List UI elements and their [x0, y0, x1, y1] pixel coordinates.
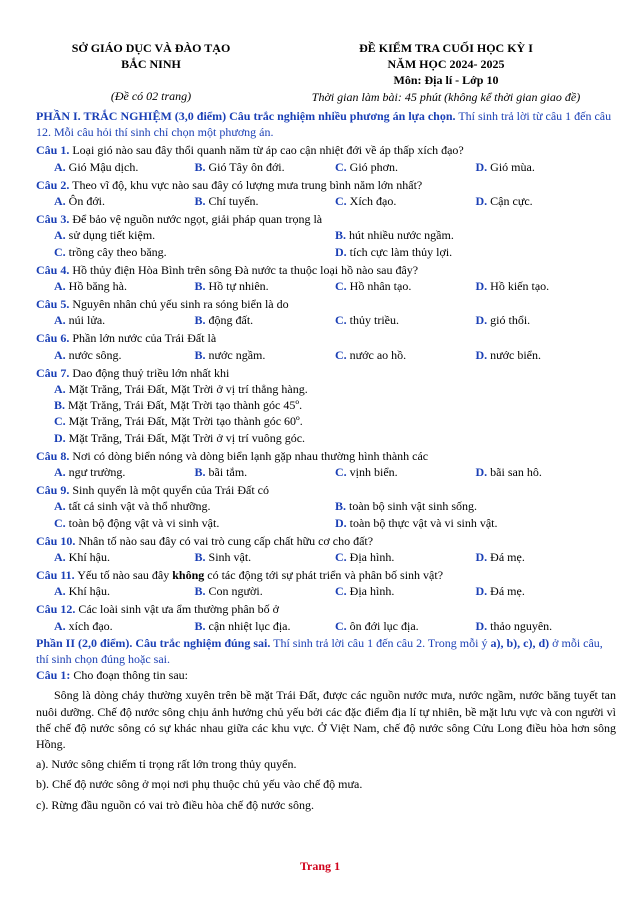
part2-q1-text: Cho đoạn thông tin sau: [70, 668, 189, 683]
option-letter: D. [475, 584, 488, 599]
question [36, 482, 616, 531]
subject: Môn: Địa lí - Lớp 10 [393, 73, 499, 88]
option-text: Hồ băng hà. [65, 278, 127, 293]
statement-b: b). Chế độ nước sông ở mọi nơi phụ thuộc chủ yếu vào chế độ mưa. [36, 777, 363, 792]
answer-option [195, 618, 336, 634]
option-text: thủy triều. [346, 313, 399, 328]
answer-option [54, 397, 302, 413]
option-row [36, 227, 616, 243]
question-number: Câu 9. [36, 483, 70, 498]
option-row [36, 515, 616, 531]
answer-option [195, 464, 336, 480]
question-number: Câu 6. [36, 331, 70, 346]
question-number: Câu 1. [36, 143, 70, 158]
statement-c: c). Rừng đầu nguồn có vai trò điều hòa chế độ nước sông. [36, 797, 314, 812]
option-letter: C. [54, 244, 66, 259]
question-stem [36, 177, 616, 193]
option-text: Mặt Trăng, Trái Đất, Mặt Trời tạo thành góc 45º. [65, 398, 303, 413]
option-text: Mặt Trăng, Trái Đất, Mặt Trời ở vị trí thẳng hàng. [65, 382, 308, 396]
option-text: toàn bộ thực vật và vi sinh vật. [346, 515, 498, 530]
question-number: Câu 11. [36, 568, 75, 583]
option-letter: D. [475, 193, 488, 208]
option-text: sử dụng tiết kiệm. [65, 228, 156, 243]
answer-option [54, 515, 335, 531]
option-letter: A. [54, 499, 66, 514]
option-letter: D. [335, 515, 347, 530]
question-number: Câu 12. [36, 602, 76, 617]
option-letter: B. [194, 464, 206, 479]
option-text: nước biển. [487, 347, 542, 362]
answer-option [335, 278, 476, 294]
option-letter: C. [335, 464, 347, 479]
option-text: núi lửa. [65, 313, 106, 328]
page-footer [0, 858, 640, 874]
option-text: thảo nguyên. [487, 618, 553, 633]
answer-option [335, 583, 476, 599]
option-letter: A. [54, 464, 66, 479]
header-left [36, 40, 266, 105]
answer-option [54, 278, 195, 294]
answer-option [476, 347, 617, 363]
option-text: Chí tuyến. [205, 193, 259, 208]
question [36, 296, 616, 328]
question-text: Hồ thủy điện Hòa Bình trên sông Đà nước ta thuộc loại hồ nào sau đây? [69, 262, 419, 277]
answer-option [476, 464, 617, 480]
org-province: BẮC NINH [121, 57, 181, 72]
answer-option [476, 618, 617, 634]
org-name: SỞ GIÁO DỤC VÀ ĐÀO TẠO [71, 41, 231, 55]
option-letter: A. [54, 584, 66, 599]
option-letter: D. [475, 549, 488, 564]
option-letter: B. [194, 584, 206, 599]
answer-option [335, 618, 476, 634]
option-letter: B. [335, 228, 347, 243]
question-text: Theo vĩ độ, khu vực nào sau đây có lượng mưa trung bình năm lớn nhất? [69, 177, 423, 192]
option-text: Địa hình. [346, 549, 395, 564]
option-letter: B. [194, 193, 206, 208]
answer-option [335, 227, 616, 243]
question-stem [36, 365, 616, 381]
option-text: vịnh biển. [346, 464, 398, 479]
question-stem [36, 482, 616, 498]
option-text: Khí hậu. [65, 549, 110, 564]
part1-heading-block [36, 108, 616, 140]
exam-content [36, 108, 616, 813]
option-letter: A. [54, 278, 66, 293]
question-text: Yếu tố nào sau đây [74, 568, 173, 583]
option-letter: A. [54, 618, 66, 633]
question-stem [36, 533, 616, 549]
option-letter: D. [475, 347, 488, 362]
answer-option [54, 227, 335, 243]
option-letter: A. [54, 159, 66, 174]
answer-option [476, 159, 617, 175]
page-number: 1 [334, 859, 341, 873]
option-letter: A. [54, 193, 66, 208]
option-row [36, 159, 616, 175]
option-text: nước ao hồ. [346, 347, 407, 362]
option-letter: C. [335, 584, 347, 599]
option-text: Hồ tự nhiên. [205, 278, 269, 293]
question [36, 365, 616, 446]
question [36, 330, 616, 362]
question-stem [36, 211, 616, 227]
question-stem [36, 262, 616, 278]
question-number: Câu 4. [36, 262, 70, 277]
answer-option [335, 498, 616, 514]
answer-option [476, 278, 617, 294]
answer-option [195, 278, 336, 294]
part2-question-1 [36, 667, 616, 683]
answer-option [476, 549, 617, 565]
exam-header [36, 40, 616, 102]
answer-option [476, 583, 617, 599]
answer-option [54, 413, 303, 429]
answer-option [335, 549, 476, 565]
part2-heading-block [36, 635, 616, 667]
question [36, 262, 616, 294]
exam-time: Thời gian làm bài: 45 phút (không kể thời gian giao đề) [311, 89, 581, 104]
option-text: gió thổi. [487, 313, 531, 328]
answer-option [195, 159, 336, 175]
option-row [36, 397, 616, 413]
option-text: tất cả sinh vật và thổ nhưỡng. [65, 499, 211, 514]
option-letter: A. [54, 228, 66, 243]
option-text: Cận cực. [487, 193, 533, 208]
question-text: không [172, 568, 205, 583]
option-letter: A. [54, 347, 66, 362]
option-letter: C. [54, 414, 66, 429]
option-letter: C. [335, 313, 347, 328]
option-row [36, 193, 616, 209]
option-text: Hồ kiến tạo. [487, 278, 550, 293]
question-text: có tác động tới sự phát triển và phân bố sinh vật? [204, 568, 444, 583]
part2-note-end: ở mỗi câu, thí sinh chọn đúng hoặc sai. [36, 635, 603, 666]
question-text: Nguyên nhân chủ yếu sinh ra sóng biển là do [69, 297, 289, 312]
option-text: Gió mùa. [487, 159, 535, 174]
part1-note: Thí sinh trả lời từ câu 1 đến câu 12. Mỗi câu hỏi thí sinh chỉ chọn một phương án. [36, 109, 612, 140]
answer-option [54, 159, 195, 175]
footer-label: Trang [299, 859, 335, 873]
option-letter: B. [194, 618, 206, 633]
option-letter: B. [54, 398, 66, 413]
question-number: Câu 5. [36, 297, 70, 312]
option-text: ôn đới lục địa. [346, 618, 419, 633]
answer-option [335, 464, 476, 480]
option-letter: C. [335, 193, 347, 208]
answer-option [54, 347, 195, 363]
question-stem [36, 567, 616, 583]
option-text: hút nhiều nước ngầm. [346, 228, 454, 243]
option-row [36, 381, 616, 397]
question-text: Các loài sinh vật ưa ẩm thường phân bố ở [75, 602, 280, 617]
answer-option [54, 381, 308, 397]
option-letter: D. [335, 244, 347, 259]
option-text: bãi tắm. [205, 464, 248, 479]
answer-option [335, 244, 616, 260]
part2-q1-label: Câu 1: [36, 668, 71, 683]
option-row [36, 347, 616, 363]
option-letter: C. [335, 549, 347, 564]
question-list [36, 142, 616, 633]
answer-option [54, 244, 335, 260]
option-letter: C. [54, 515, 66, 530]
header-right [276, 40, 616, 105]
option-text: toàn bộ động vật và vi sinh vật. [65, 515, 220, 530]
question-text: Để bảo vệ nguồn nước ngọt, giải pháp quan trọng là [69, 212, 323, 227]
question-number: Câu 10. [36, 533, 76, 548]
answer-option [54, 618, 195, 634]
option-row [36, 618, 616, 634]
option-text: Gió phơn. [346, 159, 399, 174]
option-letter: D. [475, 618, 488, 633]
answer-option [195, 347, 336, 363]
question-stem [36, 330, 616, 346]
question-text: Dao động thuỷ triều lớn nhất khi [69, 365, 230, 380]
answer-option [195, 549, 336, 565]
part1-heading: PHẦN I. TRẮC NGHIỆM (3,0 điểm) Câu trắc nghiệm nhiều phương án lựa chọn. [36, 109, 456, 123]
exam-title: ĐỀ KIỂM TRA CUỐI HỌC KỲ I [359, 41, 533, 55]
option-row [36, 498, 616, 514]
option-row [36, 312, 616, 328]
answer-option [54, 312, 195, 328]
answer-option [335, 193, 476, 209]
question-number: Câu 8. [36, 448, 70, 463]
answer-option [54, 583, 195, 599]
option-letter: B. [194, 278, 206, 293]
option-letter: A. [54, 549, 66, 564]
option-row [36, 244, 616, 260]
option-letter: A. [54, 382, 66, 396]
option-letter: D. [475, 313, 488, 328]
answer-option [335, 347, 476, 363]
option-row [36, 464, 616, 480]
option-row [36, 430, 616, 446]
answer-option [54, 430, 305, 446]
answer-option [476, 193, 617, 209]
question [36, 448, 616, 480]
question-stem [36, 142, 616, 158]
option-text: tích cực làm thủy lợi. [346, 244, 453, 259]
option-text: Gió Tây ôn đới. [205, 159, 285, 174]
question-text: Loại gió nào sau đây thổi quanh năm từ áp cao cận nhiệt đới về áp thấp xích đạo? [69, 143, 464, 158]
option-text: Ôn đới. [65, 193, 106, 208]
answer-option [195, 193, 336, 209]
answer-option [195, 583, 336, 599]
question [36, 567, 616, 599]
question [36, 142, 616, 174]
question [36, 533, 616, 565]
option-letter: D. [475, 464, 488, 479]
option-letter: C. [335, 618, 347, 633]
option-text: Con người. [205, 584, 263, 599]
statement-a: a). Nước sông chiếm tỉ trọng rất lớn trong thủy quyển. [36, 757, 297, 772]
part2-note: Thí sinh trả lời câu 1 đến câu 2. Trong mỗi ý [270, 635, 491, 650]
option-letter: B. [335, 499, 347, 514]
question-text: Phần lớn nước của Trái Đất là [69, 331, 217, 346]
question-text: Nơi có dòng biển nóng và dòng biển lạnh gặp nhau thường hình thành các [69, 448, 429, 463]
question-number: Câu 3. [36, 212, 70, 227]
answer-option [335, 159, 476, 175]
answer-option [476, 312, 617, 328]
option-letter: C. [335, 347, 347, 362]
option-letter: A. [54, 313, 66, 328]
option-letter: B. [194, 159, 206, 174]
question [36, 177, 616, 209]
option-text: nước sông. [65, 347, 122, 362]
option-row [36, 413, 616, 429]
answer-option [54, 193, 195, 209]
question [36, 211, 616, 260]
answer-option [335, 312, 476, 328]
school-year: NĂM HỌC 2024- 2025 [387, 57, 505, 72]
question-stem [36, 296, 616, 312]
option-text: Mặt Trăng, Trái Đất, Mặt Trời ở vị trí vuông góc. [65, 430, 306, 445]
option-text: Gió Mậu dịch. [65, 159, 139, 174]
option-letter: B. [194, 313, 206, 328]
question [36, 601, 616, 633]
option-letter: D. [475, 278, 488, 293]
option-letter: B. [194, 347, 206, 362]
option-text: Đá mẹ. [487, 584, 525, 599]
question-text: Sinh quyển là một quyển của Trái Đất có [69, 483, 269, 498]
option-text: Mặt Trăng, Trái Đất, Mặt Trời tạo thành góc 60º. [65, 414, 303, 429]
answer-option [195, 312, 336, 328]
option-text: bãi san hô. [487, 464, 542, 479]
option-text: toàn bộ sinh vật sinh sống. [346, 499, 478, 514]
option-row [36, 549, 616, 565]
option-letter: C. [335, 159, 347, 174]
option-text: nước ngầm. [205, 347, 266, 362]
question-number: Câu 7. [36, 365, 70, 380]
passage: Sông là dòng chảy thường xuyên trên bề mặt Trái Đất, được các nguồn nước mưa, nước ngầm, nước băng tuyết tan nuôi dưỡng. Chế độ nước sông chịu ảnh hưởng chủ yếu bởi các đặc điểm địa lí tự nhiên, bề mặt lưu vực và con người vì thế chế độ nước sông có sự khác nhau giữa các khu vực. Ở Việt Nam, chế độ nước sông Cửu Long điều hòa hơn sông Hồng. [36, 688, 616, 751]
answer-option [335, 515, 616, 531]
option-text: Địa hình. [346, 584, 395, 599]
option-text: ngư trường. [65, 464, 126, 479]
page-count: (Đề có 02 trang) [110, 89, 192, 104]
option-text: Đá mẹ. [487, 549, 525, 564]
option-letter: D. [475, 159, 488, 174]
option-text: trồng cây theo băng. [65, 244, 167, 259]
option-text: cận nhiệt lục địa. [205, 618, 291, 633]
question-stem [36, 448, 616, 464]
option-row [36, 583, 616, 599]
option-text: xích đạo. [65, 618, 113, 633]
option-letter: C. [335, 278, 347, 293]
option-text: Sinh vật. [205, 549, 252, 564]
option-text: Khí hậu. [65, 584, 110, 599]
option-text: động đất. [205, 313, 254, 328]
option-text: Hồ nhân tạo. [346, 278, 412, 293]
answer-option [54, 549, 195, 565]
answer-option [54, 464, 195, 480]
option-text: Xích đạo. [346, 193, 397, 208]
question-number: Câu 2. [36, 177, 70, 192]
question-stem [36, 601, 616, 617]
option-row [36, 278, 616, 294]
question-text: Nhân tố nào sau đây có vai trò cung cấp chất hữu cơ cho đất? [75, 533, 374, 548]
option-letter: D. [54, 430, 66, 445]
answer-option [54, 498, 335, 514]
part2-heading: Phần II (2,0 điểm). Câu trắc nghiệm đúng sai. [36, 635, 271, 650]
option-letter: B. [194, 549, 206, 564]
part2-note-bold: a), b), c), d) [490, 635, 550, 650]
